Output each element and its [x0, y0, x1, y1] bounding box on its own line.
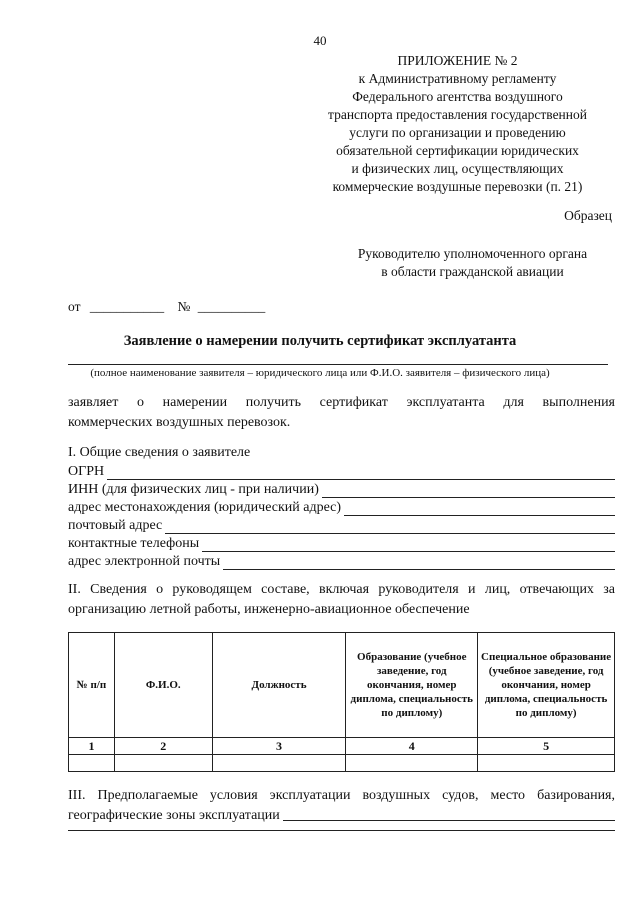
table-cell[interactable]: [212, 755, 346, 772]
section2-line: организацию летной работы, инженерно-авиационное обеспечение: [68, 602, 470, 617]
ogrn-input[interactable]: [107, 466, 615, 480]
sample-label: Образец: [564, 208, 612, 223]
field-legal-address: [68, 499, 615, 516]
phones-input[interactable]: [202, 538, 615, 552]
appendix-line: Федерального агентства воздушного: [352, 89, 563, 104]
appendix-line: к Административному регламенту: [358, 71, 557, 86]
field-phones: [68, 535, 615, 552]
postal-address-input[interactable]: [165, 520, 615, 534]
inn-input[interactable]: [322, 484, 615, 498]
table-row: [69, 755, 615, 772]
section3-line: III. Предполагаемые условия эксплуатации воздушных судов, место базирования,: [68, 788, 615, 803]
email-input[interactable]: [223, 556, 615, 570]
addressee-line: Руководителю уполномоченного органа: [357, 246, 588, 261]
field-postal-address: [68, 517, 615, 534]
legal-address-input[interactable]: [344, 502, 615, 516]
field-email: [68, 553, 615, 570]
section3-line-with-field: [68, 806, 615, 826]
document-title: Заявление о намерении получить сертификат эксплуатанта: [123, 333, 517, 349]
operation-zones-input[interactable]: [283, 806, 615, 821]
field-label: ИНН (для физических лиц - при наличии): [68, 482, 319, 497]
applicant-hint: (полное наименование заявителя – юридического лица или Ф.И.О. заявителя – физического лица): [90, 367, 550, 379]
column-number: 2: [114, 738, 212, 755]
table-cell[interactable]: [478, 755, 615, 772]
table-cell[interactable]: [114, 755, 212, 772]
table-header-row: [69, 633, 615, 738]
applicant-name-line[interactable]: [68, 364, 608, 365]
column-number: 5: [478, 738, 615, 755]
field-label: ОГРН: [68, 464, 105, 479]
number-label: №: [177, 299, 191, 314]
date-blank[interactable]: ___________: [89, 299, 165, 314]
table-cell[interactable]: [346, 755, 478, 772]
date-number-line: [68, 299, 265, 315]
field-label: адрес местонахождения (юридический адрес): [68, 500, 342, 515]
header-cell-education: Образование (учебное заведение, год окончания, номер диплома, специальность по диплому): [346, 633, 478, 738]
section1-heading: I. Общие сведения о заявителе: [68, 445, 251, 460]
staff-table: [68, 632, 615, 772]
declaration-line: коммерческих воздушных перевозок.: [68, 415, 291, 430]
addressee-line: в области гражданской авиации: [381, 264, 564, 279]
header-cell-name: Ф.И.О.: [114, 633, 212, 738]
field-ogrn: [68, 463, 615, 480]
page-number: 40: [313, 33, 327, 48]
appendix-title: ПРИЛОЖЕНИЕ № 2: [397, 53, 518, 68]
number-blank[interactable]: __________: [197, 299, 266, 314]
column-number: 4: [346, 738, 478, 755]
field-label: контактные телефоны: [68, 536, 200, 551]
table-cell[interactable]: [69, 755, 115, 772]
field-label: почтовый адрес: [68, 518, 163, 533]
header-cell-position: Должность: [212, 633, 346, 738]
operation-zones-continuation-line[interactable]: [68, 830, 615, 831]
section2-line: II. Сведения о руководящем составе, включая руководителя и лиц, отвечающих за: [68, 582, 615, 597]
from-label: от: [68, 299, 81, 314]
header-cell-special-education: Специальное образование (учебное заведение, год окончания, номер диплома, специальность по диплому): [478, 633, 615, 738]
appendix-line: коммерческие воздушные перевозки (п. 21): [332, 179, 583, 194]
table-row: [69, 738, 615, 755]
appendix-line: услуги по организации и проведению: [349, 125, 566, 140]
field-inn: [68, 481, 615, 498]
appendix-line: и физических лиц, осуществляющих: [351, 161, 564, 176]
section3-heading: [68, 786, 615, 826]
column-number: 3: [212, 738, 346, 755]
appendix-header: [300, 52, 615, 196]
header-cell-number: № п/п: [69, 633, 115, 738]
section2-heading: [68, 580, 615, 620]
section3-line: географические зоны эксплуатации: [68, 808, 280, 823]
appendix-line: транспорта предоставления государственной: [328, 107, 587, 122]
addressee-block: [330, 245, 615, 281]
declaration-text: [68, 393, 615, 433]
field-label: адрес электронной почты: [68, 554, 221, 569]
column-number: 1: [69, 738, 115, 755]
appendix-line: обязательной сертификации юридических: [336, 143, 579, 158]
declaration-line: заявляет о намерении получить сертификат эксплуатанта для выполнения: [68, 395, 615, 410]
